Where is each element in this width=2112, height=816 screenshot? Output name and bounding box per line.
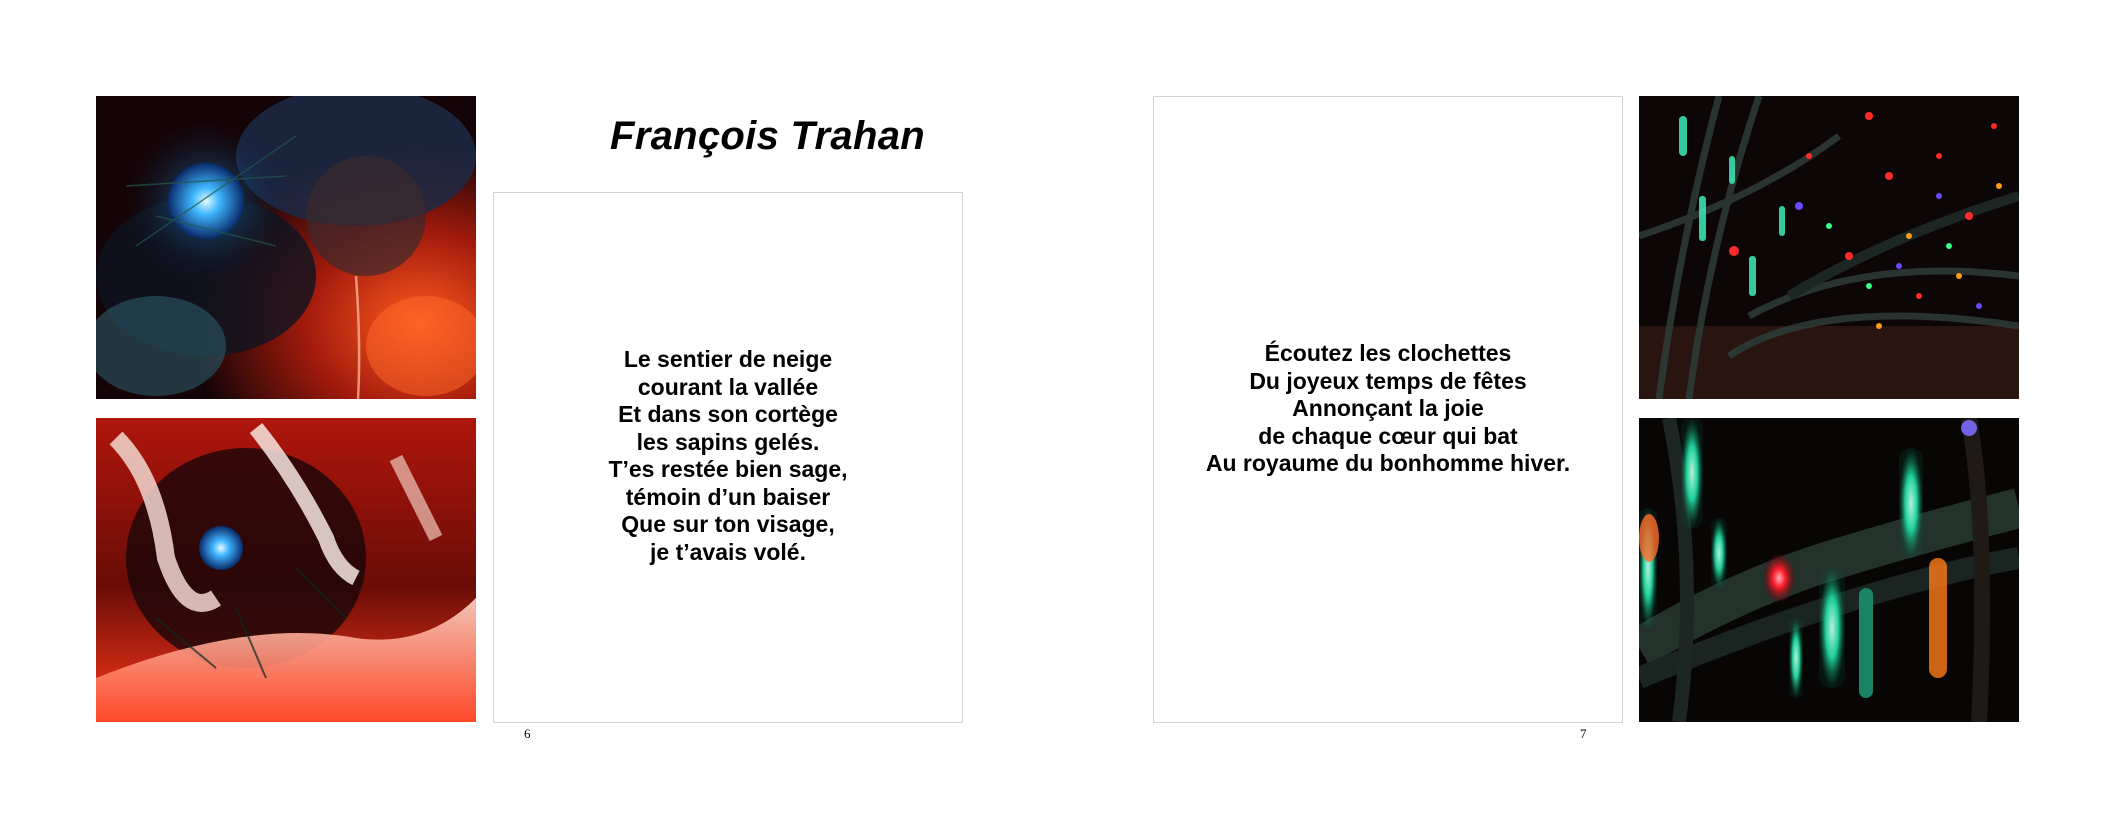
- poem-line: courant la vallée: [637, 373, 819, 400]
- poem-right: [1154, 340, 1622, 478]
- poem-line: je t’avais volé.: [650, 538, 806, 565]
- photo-green-icicle-lights: [1639, 418, 2019, 722]
- poem-line: Annonçant la joie: [1292, 395, 1484, 421]
- page-number-left: 6: [524, 726, 531, 741]
- poem-left: [494, 346, 962, 566]
- poem-line: les sapins gelés.: [636, 428, 820, 455]
- poem-line: de chaque cœur qui bat: [1258, 422, 1518, 449]
- poem-line: Du joyeux temps de fêtes: [1249, 367, 1527, 394]
- poem-line: Le sentier de neige: [623, 346, 833, 372]
- poem-line: Écoutez les clochettes: [1264, 340, 1512, 366]
- photo-blue-ornament-snow: [96, 418, 476, 722]
- poem-line: Au royaume du bonhomme hiver.: [1205, 450, 1571, 476]
- poem-line: témoin d’un baiser: [625, 483, 831, 510]
- author-name: François Trahan: [610, 114, 925, 158]
- poem-line: T’es restée bien sage,: [608, 456, 848, 482]
- photo-blue-ornament-frost: [96, 96, 476, 399]
- page-number-right: 7: [1580, 726, 1587, 741]
- poem-card-left: [493, 192, 963, 723]
- poem-card-right: [1153, 96, 1623, 723]
- poem-line: Que sur ton visage,: [621, 511, 835, 537]
- poem-line: Et dans son cortège: [618, 401, 838, 427]
- photo-lights-icicles: [1639, 96, 2019, 399]
